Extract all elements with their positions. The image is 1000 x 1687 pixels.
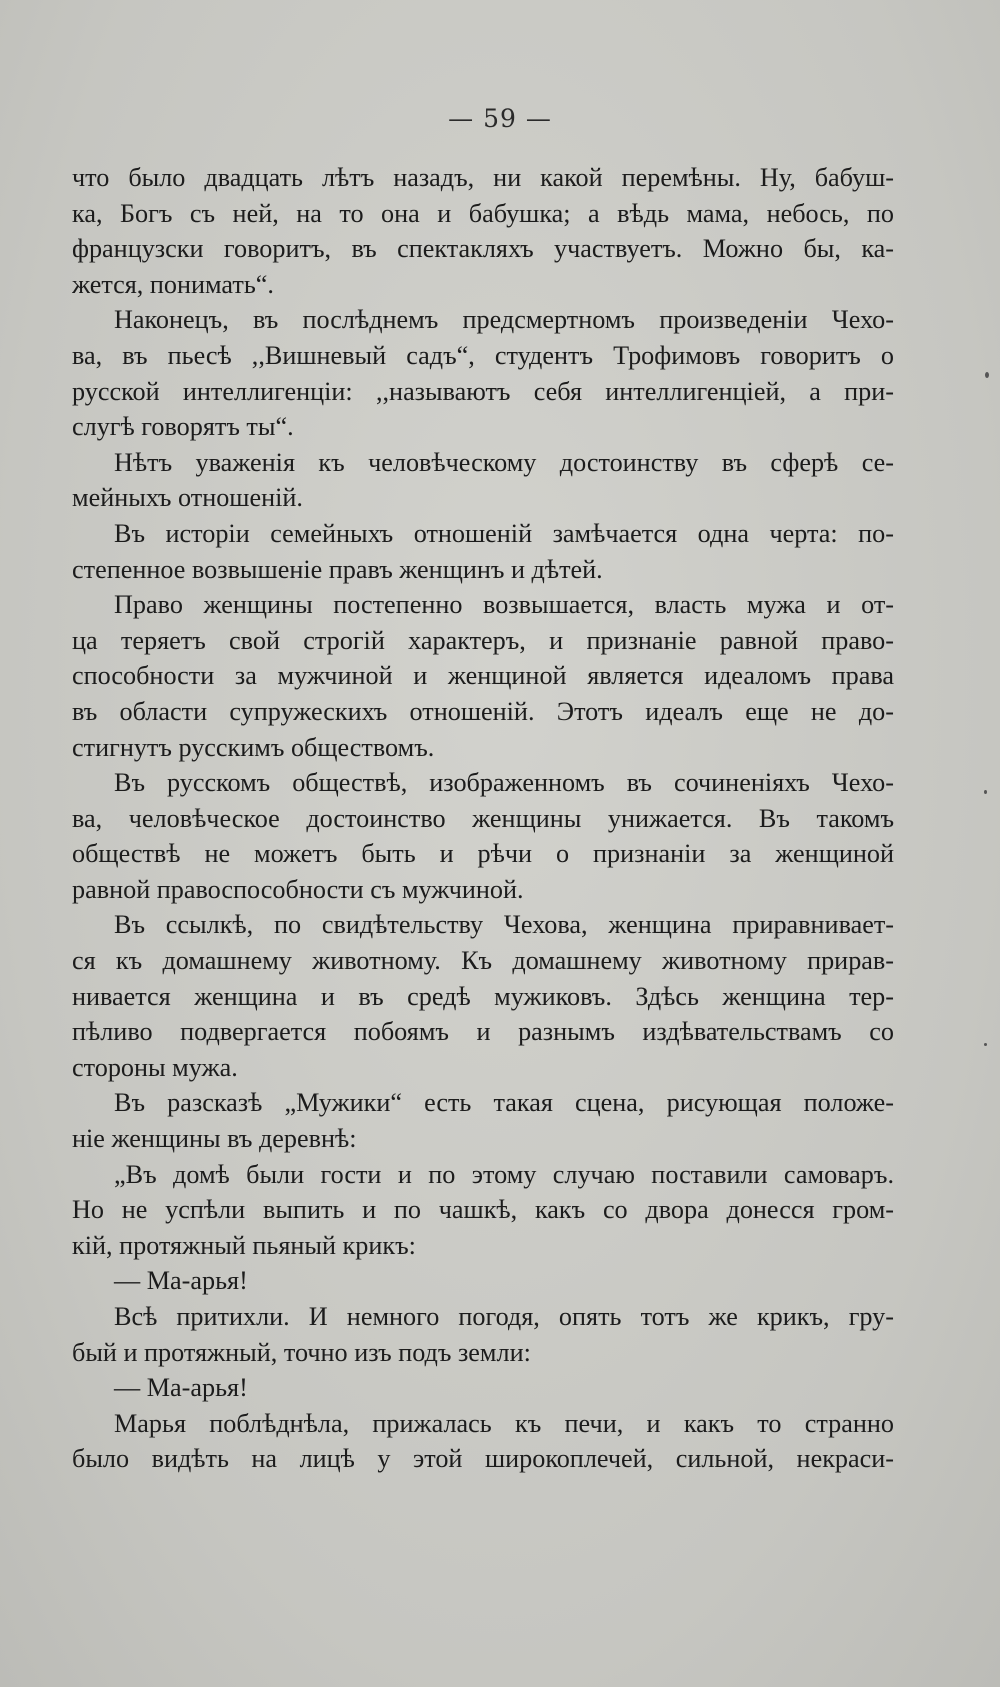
page-number: — 59 — [448,104,552,133]
text-line: Въ ссылкѣ, по свидѣтельству Чехова, женщина приравнивает- [114,910,894,940]
text-line: Нѣтъ уваженiя къ человѣческому достоинству въ сферѣ се- [114,447,894,477]
text-line: Всѣ притихли. И немного погодя, опять тотъ же крикъ, гру- [114,1302,894,1331]
text-line: жется, понимать“. [72,269,274,299]
text-line: „Въ домѣ были гости и по этому случаю поставили самоваръ. [114,1159,894,1189]
text-line: Въ разсказѣ „Мужики“ есть такая сцена, рисующая положе- [114,1088,894,1118]
text-line: Въ исторiи семейныхъ отношенiй замѣчается одна черта: по- [114,518,894,548]
text-line: ца теряетъ свой строгiй характеръ, и признанiе равной право- [72,625,894,655]
text-line: пѣливо подвергается побоямъ и разнымъ издѣвательствамъ со [72,1017,894,1047]
text-line: Марья поблѣднѣла, прижалась къ печи, и какъ то странно [114,1408,894,1438]
text-line: въ области супружескихъ отношенiй. Этотъ идеалъ еще не до- [72,696,894,726]
text-line: мейныхъ отношенiй. [72,483,303,513]
text-line: кiй, протяжный пьяный крикъ: [72,1230,416,1260]
text-line: русской интеллигенцiи: ,,называютъ себя интеллигенцiей, а при- [72,376,894,406]
text-line: обществѣ не можетъ быть и рѣчи о признанiи за женщиной [72,839,894,869]
text-line: способности за мужчиной и женщиной является идеаломъ права [72,661,894,691]
text-line: нивается женщина и въ средѣ мужиковъ. Здѣсь женщина тер- [72,981,894,1011]
text-line: стигнутъ русскимъ обществомъ. [72,732,435,762]
text-line: ва, въ пьесѣ ,,Вишневый садъ“, студентъ Трофимовъ говоритъ о [72,340,894,370]
body-text [72,160,894,1477]
text-line: Право женщины постепенно возвышается, власть мужа и от- [114,590,894,620]
text-line: стороны мужа. [72,1052,238,1082]
scan-speck [984,790,987,794]
text-line: равной правоспособности съ мужчиной. [72,874,524,904]
text-line: Наконецъ, въ послѣднемъ предсмертномъ произведенiи Чехо- [114,305,894,335]
text-line: степенное возвышенiе правъ женщинъ и дѣтей. [72,554,603,584]
text-line: ка, Богъ съ ней, на то она и бабушка; а вѣдь мама, небось, по [72,198,894,228]
text-line: ся къ домашнему животному. Къ домашнему животному прирав- [72,946,894,976]
text-line: бый и протяжный, точно изъ подъ земли: [72,1337,531,1367]
text-line: было видѣть на лицѣ у этой широкоплечей, сильной, некраси- [72,1444,894,1474]
text-line: — Ма-арья! [114,1266,248,1296]
text-line: Въ русскомъ обществѣ, изображенномъ въ сочиненiяхъ Чехо- [114,768,894,798]
text-line: Но не успѣли выпить и по чашкѣ, какъ со двора донесся гром- [72,1195,894,1225]
text-line: что было двадцать лѣтъ назадъ, ни какой перемѣны. Ну, бабуш- [72,163,894,192]
scan-speck [984,1043,987,1046]
scan-speck [985,372,989,378]
text-line: ва, человѣческое достоинство женщины унижается. Въ такомъ [72,803,894,833]
text-line: французски говоритъ, въ спектакляхъ участвуетъ. Можно бы, ка- [72,234,894,264]
text-line: нiе женщины въ деревнѣ: [72,1124,357,1154]
text-line: — Ма-арья! [114,1373,248,1403]
text-line: слугѣ говорятъ ты“. [72,412,294,442]
